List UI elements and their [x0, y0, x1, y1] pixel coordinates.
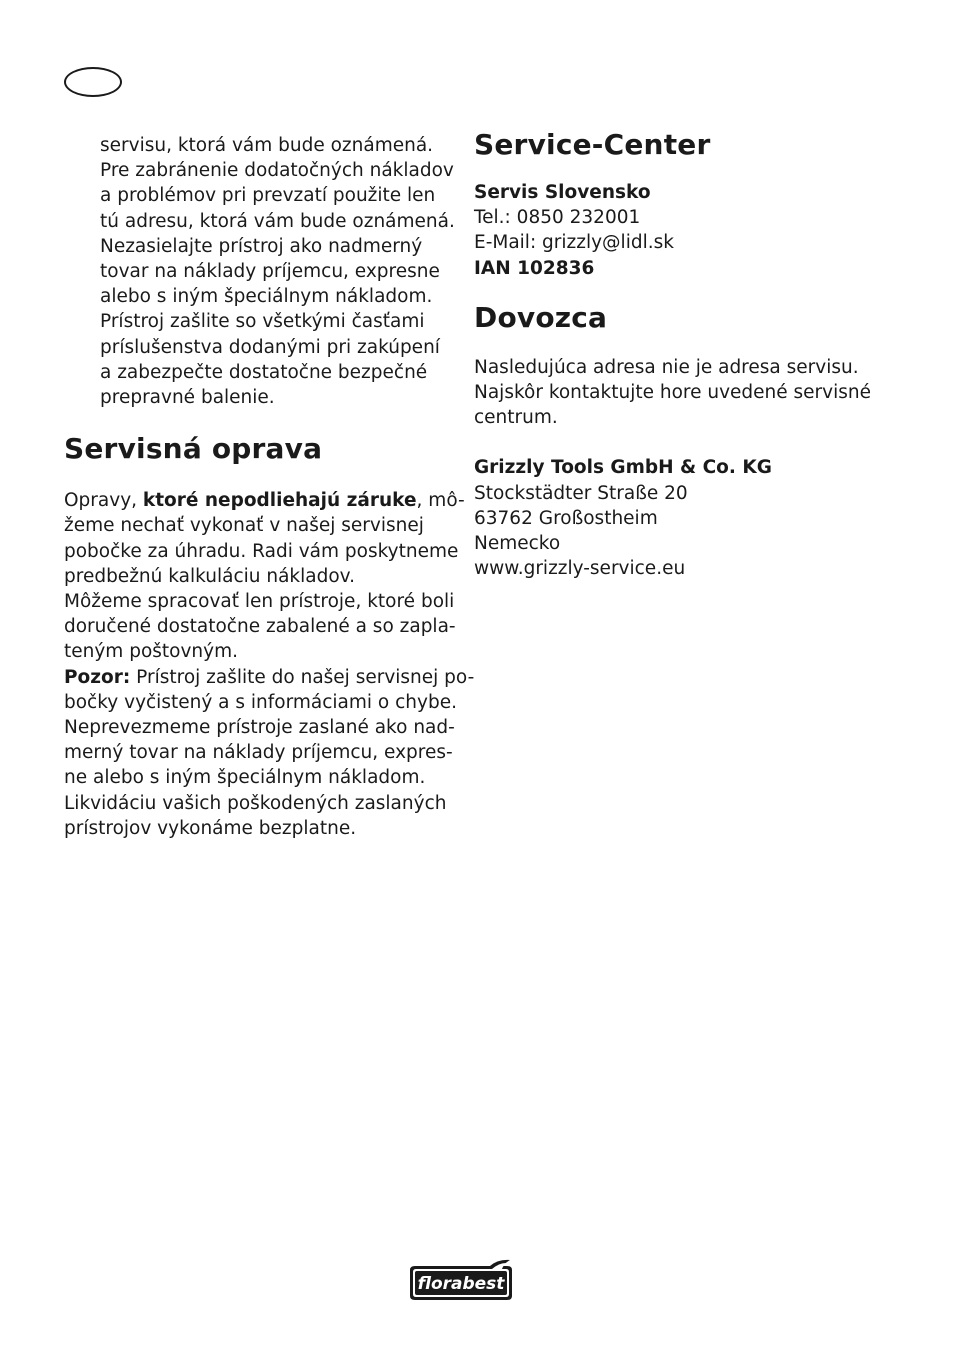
address-line: 63762 Großostheim: [474, 507, 658, 529]
importer-note: [474, 355, 874, 431]
text-line: Neprevezmeme prístroje zaslané ako nad-: [64, 717, 455, 739]
text-line: ne alebo s iným špeciálnym nákladom.: [64, 767, 426, 789]
text-line: Nezasielajte prístroj ako nadmerný: [100, 235, 423, 257]
text-line: doručené dostatočne zabalené a so zapla-: [64, 616, 456, 638]
text-line: teným poštovným.: [64, 641, 239, 663]
text-line: servisu, ktorá vám bude oznámená.: [100, 135, 434, 156]
company-name: Grizzly Tools GmbH & Co. KG: [474, 457, 772, 479]
right-column: [474, 128, 874, 581]
text-line: bočky vyčistený a s informáciami o chybe.: [64, 691, 457, 713]
text-fragment: Prístroj zašlite do našej servisnej po-: [130, 666, 475, 688]
text-line: žeme nechať vykonať v našej servisnej: [64, 515, 424, 537]
importer-address: [474, 455, 874, 581]
text-fragment: Opravy,: [64, 490, 143, 512]
shipping-instructions: [64, 133, 455, 410]
text-line: Pre zabránenie dodatočných nákladov: [100, 160, 454, 182]
ian-number: IAN 102836: [474, 257, 595, 279]
text-line: prístrojov vykonáme bezplatne.: [64, 817, 357, 839]
text-line: pobočke za úhradu. Radi vám poskytneme: [64, 540, 459, 562]
text-line: prepravné balenie.: [100, 387, 275, 409]
service-email: E-Mail: grizzly@lidl.sk: [474, 232, 674, 254]
florabest-logo: [406, 1258, 516, 1302]
text-line: tovar na náklady príjemcu, expresne: [100, 261, 440, 283]
text-line: [64, 488, 465, 513]
service-name: Servis Slovensko: [474, 182, 651, 203]
florabest-logo-graphic: [406, 1258, 516, 1302]
text-line: Likvidáciu vašich poškodených zaslaných: [64, 792, 447, 814]
repair-heading: Servisná oprava: [64, 432, 323, 466]
address-line: Nemecko: [474, 533, 561, 555]
text-line: Prístroj zašlite so všetkými časťami: [100, 311, 425, 333]
text-fragment: , mô-: [416, 490, 465, 512]
text-line: [64, 665, 475, 690]
text-line: merný tovar na náklady príjemcu, expres-: [64, 742, 453, 764]
language-badge: [64, 67, 122, 97]
text-line: a zabezpečte dostatočne bezpečné: [100, 361, 428, 383]
logo-text: florabest: [417, 1274, 505, 1294]
text-line: alebo s iným špeciálnym nákladom.: [100, 286, 433, 308]
service-phone: Tel.: 0850 232001: [474, 207, 641, 229]
text-line: predbežnú kalkuláciu nákladov.: [64, 565, 356, 587]
text-line: centrum.: [474, 407, 558, 429]
service-center-heading: Service-Center: [474, 128, 711, 161]
text-line: a problémov pri prevzatí použite len: [100, 185, 436, 207]
text-line: Nasledujúca adresa nie je adresa servisu.: [474, 356, 859, 378]
service-contact: [474, 180, 874, 281]
text-line: Najskôr kontaktujte hore uvedené servisné: [474, 382, 871, 404]
bold-text: ktoré nepodliehajú záruke: [142, 490, 417, 512]
repair-paragraph: [64, 488, 475, 841]
text-line: príslušenstva dodanými pri zakúpení: [100, 336, 440, 358]
text-line: tú adresu, ktorá vám bude oznámená.: [100, 210, 455, 232]
left-column: [64, 133, 475, 841]
warning-label: Pozor:: [64, 666, 131, 688]
website-link: www.grizzly-service.eu: [474, 558, 686, 580]
importer-heading: Dovozca: [474, 300, 608, 334]
address-line: Stockstädter Straße 20: [474, 482, 688, 504]
text-line: Môžeme spracovať len prístroje, ktoré boli: [64, 591, 455, 613]
